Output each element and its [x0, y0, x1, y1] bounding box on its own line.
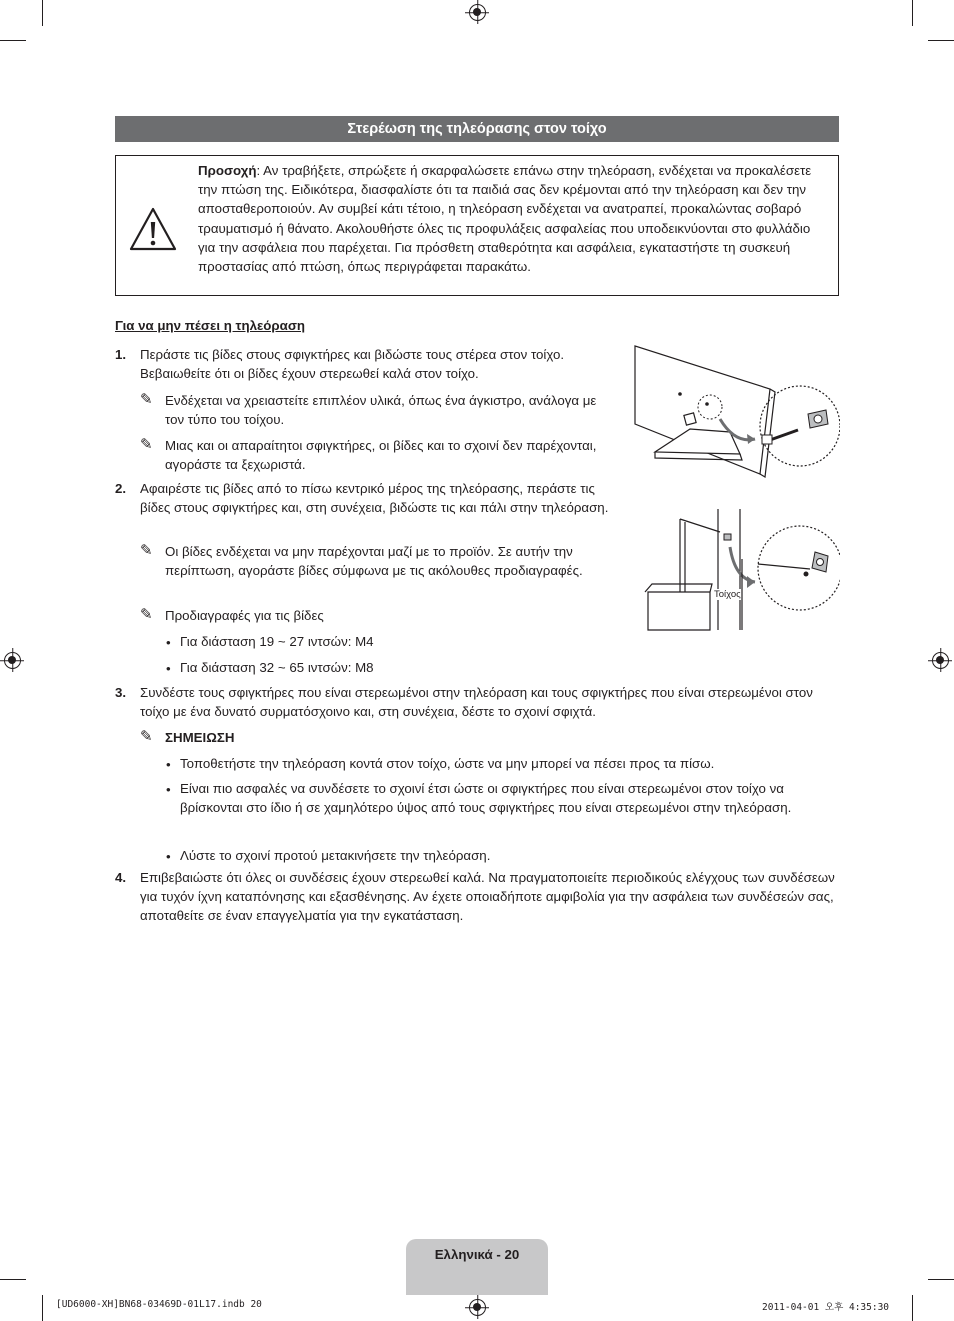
crop-mark [0, 1279, 26, 1280]
note-label: ΣΗΜΕΙΩΣΗ [165, 730, 235, 745]
step-text: Επιβεβαιώστε ότι όλες οι συνδέσεις έχουν στερεωθεί καλά. Να πραγματοποιείτε περιοδικούς ελέγχους των συνδέσεων για τυχόν ίχνη καταπόνησης και εξασθένησης. Αν έχετε οποιαδήποτε αμφιβολία για την ασφάλεια των συνδέσεών σας, αποταθείτε σε έναν επαγγελματία για την εγκατάσταση. [140, 870, 835, 924]
caution-label: Προσοχή [198, 163, 257, 178]
step-note: Προδιαγραφές για τις βίδες [165, 608, 324, 623]
pencil-note-icon: ✎ [140, 606, 153, 623]
crop-mark [912, 0, 913, 26]
crop-mark [928, 40, 954, 41]
crop-mark [42, 0, 43, 26]
crop-mark [912, 1295, 913, 1321]
registration-mark-icon [469, 1299, 486, 1316]
bullet-item: Είναι πιο ασφαλές να συνδέσετε το σχοινί έτσι ώστε οι σφιγκτήρες που είναι στερεωμένοι στον τοίχο να βρίσκονται στο ίδιο ή σε χαμηλότερο ύψος από τους σφιγκτήρες που είναι στερεωμένοι στην τηλεόραση. [180, 781, 792, 816]
warning-triangle-icon [128, 206, 178, 252]
print-slug-left: [UD6000-XH]BN68-03469D-01L17.indb 20 [56, 1299, 262, 1310]
registration-mark-icon [932, 652, 949, 669]
step-note: Ενδέχεται να χρειαστείτε επιπλέον υλικά, όπως ένα άγκιστρο, ανάλογα με τον τύπο του τοίχου. [165, 393, 597, 428]
zoom-circle-icon [760, 386, 840, 466]
wall-label: Τοίχος [714, 589, 741, 600]
subheading: Για να μην πέσει η τηλεόραση [115, 318, 306, 333]
step-text: Αφαιρέστε τις βίδες από το πίσω κεντρικό μέρος της τηλεόρασης, περάστε τις βίδες στους σφιγκτήρες και, στη συνέχεια, βιδώστε τις και πάλι στην τηλεόραση. [140, 481, 609, 516]
registration-mark-icon [4, 652, 21, 669]
step-number: 3. [115, 685, 127, 700]
crop-mark [0, 40, 26, 41]
bullet-item: Λύστε το σχοινί προτού μετακινήσετε την τηλεόραση. [180, 848, 491, 863]
caution-text [198, 161, 828, 276]
page-number: Ελληνικά - 20 [434, 1247, 520, 1262]
pencil-note-icon: ✎ [140, 391, 153, 408]
crop-mark [42, 1295, 43, 1321]
step-text: Περάστε τις βίδες στους σφιγκτήρες και βιδώστε τους στέρεα στον τοίχο. Βεβαιωθείτε ότι οι βίδες έχουν στερεωθεί καλά στον τοίχο. [140, 347, 565, 382]
step-note: Οι βίδες ενδέχεται να μην παρέχονται μαζί με το προϊόν. Σε αυτήν την περίπτωση, αγοράστε βίδες σύμφωνα με τις ακόλουθες προδιαγραφές. [165, 544, 583, 579]
registration-mark-icon [469, 4, 486, 21]
bullet-marker: • [166, 635, 171, 650]
caution-body: : Αν τραβήξετε, σπρώξετε ή σκαρφαλώσετε επάνω στην τηλεόραση, ενδέχεται να προκαλέσετε την πτώση της. Ειδικότερα, διασφαλίστε ότι τα παιδιά σας δεν κρέμονται από την τηλεόραση και δεν την αποσταθεροποιούν. Αν συμβεί κάτι τέτοιο, η τηλεόραση ενδέχεται να ανατραπεί, προκαλώντας σοβαρό τραυματισμό ή θάνατο. Ακολουθήστε όλες τις προφυλάξεις ασφαλείας που υποδεικνύονται στο φυλλάδιο για την ασφάλεια που παρέχεται. Για πρόσθετη σταθερότητα και ασφάλεια, εγκαταστήστε τη συσκευή προστασίας από πτώση, όπως περιγράφεται παρακάτω. [198, 163, 812, 275]
step-text: Συνδέστε τους σφιγκτήρες που είναι στερεωμένοι στην τηλεόραση και τους σφιγκτήρες που είναι στερεωμένοι στον τοίχο με ένα δυνατό συρματόσχοινο και, στη συνέχεια, δέστε το σχοινί σφιχτά. [140, 685, 813, 720]
bullet-item: Για διάσταση 32 ~ 65 ιντσών: M8 [180, 660, 374, 675]
bullet-item: Για διάσταση 19 ~ 27 ιντσών: M4 [180, 634, 374, 649]
step-number: 2. [115, 481, 127, 496]
print-slug-right: 2011-04-01 오후 4:35:30 [762, 1302, 890, 1313]
pencil-note-icon: ✎ [140, 728, 153, 745]
pencil-note-icon: ✎ [140, 436, 153, 453]
step-note: Μιας και οι απαραίτητοι σφιγκτήρες, οι βίδες και το σχοινί δεν παρέχονται, αγοράστε τα ξεχωριστά. [165, 438, 597, 473]
pencil-note-icon: ✎ [140, 542, 153, 559]
bullet-marker: • [166, 849, 171, 864]
section-title: Στερέωση της τηλεόρασης στον τοίχο [115, 116, 839, 142]
bullet-marker: • [166, 782, 171, 797]
bullet-marker: • [166, 661, 171, 676]
bullet-marker: • [166, 757, 171, 772]
crop-mark [928, 1279, 954, 1280]
bullet-item: Τοποθετήστε την τηλεόραση κοντά στον τοίχο, ώστε να μην μπορεί να πέσει προς τα πίσω. [180, 756, 715, 771]
caution-box [115, 155, 839, 296]
step-number: 1. [115, 347, 127, 362]
step-number: 4. [115, 870, 127, 885]
